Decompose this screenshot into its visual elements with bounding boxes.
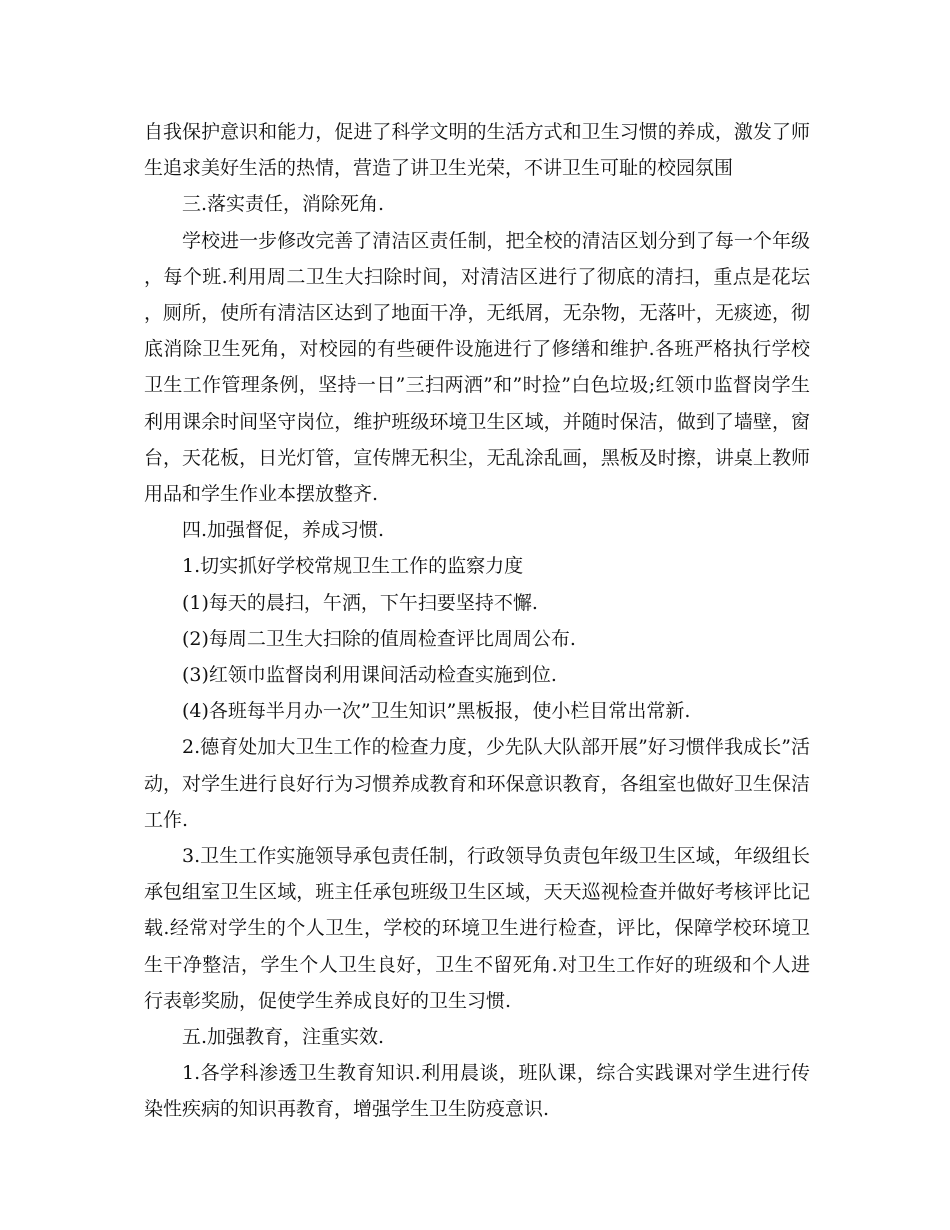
sub-item-3: 3.卫生工作实施领导承包责任制，行政领导负责包年级卫生区域，年级组长承包组室卫生区域，班主任承包班级卫生区域，天天巡视检查并做好考核评比记载.经常对学生的个人卫生，学校的环境卫生进行检查，评比，保障学校环境卫生干净整洁，学生个人卫生良好，卫生不留死角.对卫生工作好的班级和个人进行表彰奖励，促使学生养成良好的卫生习惯.	[144, 845, 810, 1012]
sub-item-1: 1.切实抓好学校常规卫生工作的监察力度	[182, 555, 524, 578]
sub-item-5-1: 1.各学科渗透卫生教育知识.利用晨谈，班队课，综合实践课对学生进行传染性疾病的知识再教育，增强学生卫生防疫意识.	[144, 1062, 810, 1121]
section-heading-4: 四.加强督促，养成习惯.	[182, 519, 385, 542]
document-body	[144, 114, 810, 1128]
section-heading-3: 三.落实责任，消除死角.	[182, 193, 385, 216]
list-item-2: (2)每周二卫生大扫除的值周检查评比周周公布.	[182, 627, 576, 650]
paragraph-2: 学校进一步修改完善了清洁区责任制，把全校的清洁区划分到了每一个年级，每个班.利用周二卫生大扫除时间，对清洁区进行了彻底的清扫，重点是花坛，厕所，使所有清洁区达到了地面干净，无纸屑，无杂物，无落叶，无痰迹，彻底消除卫生死角，对校园的有些硬件设施进行了修缮和维护.各班严格执行学校卫生工作管理条例，坚持一日”三扫两洒”和”时捡”白色垃圾;红领巾监督岗学生利用课余时间坚守岗位，维护班级环境卫生区域，并随时保洁，做到了墙壁，窗台，天花板，日光灯管，宣传牌无积尘，无乱涂乱画，黑板及时擦，讲桌上教师用品和学生作业本摆放整齐.	[144, 229, 810, 506]
sub-item-2: 2.德育处加大卫生工作的检查力度，少先队大队部开展”好习惯伴我成长”活动，对学生进行良好行为习惯养成教育和环保意识教育，各组室也做好卫生保洁工作.	[144, 736, 810, 831]
list-item-3: (3)红领巾监督岗利用课间活动检查实施到位.	[182, 664, 557, 687]
paragraph-1: 自我保护意识和能力，促进了科学文明的生活方式和卫生习惯的养成，激发了师生追求美好生活的热情，营造了讲卫生光荣，不讲卫生可耻的校园氛围	[144, 121, 810, 180]
list-item-4: (4)各班每半月办一次”卫生知识”黑板报，使小栏目常出常新.	[182, 700, 691, 723]
list-item-1: (1)每天的晨扫，午洒，下午扫要坚持不懈.	[182, 591, 538, 614]
section-heading-5: 五.加强教育，注重实效.	[182, 1026, 385, 1049]
